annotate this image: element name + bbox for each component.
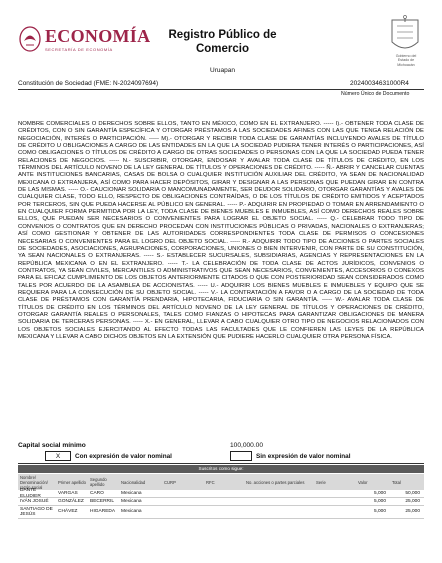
capital-divider — [18, 463, 424, 464]
col-header-curp: CURP — [164, 479, 176, 485]
document-title — [150, 28, 295, 56]
capital-label: Capital social mínimo — [18, 442, 86, 449]
col-header-name: Nombre/ Denominación/ razón social — [20, 474, 48, 490]
cell-nationality: Mexicana — [121, 490, 142, 496]
cell-total: 50,000 — [405, 490, 420, 496]
seal-caption-line-2: Estado de — [397, 58, 415, 63]
cell-first-surname: VARGAS — [58, 490, 78, 496]
cell-value: 5,000 — [373, 490, 386, 496]
seal-caption — [381, 54, 431, 67]
document-header — [0, 0, 442, 80]
cell-nationality: Mexicana — [121, 498, 142, 504]
seal-caption-line-1: Gobierno del — [395, 54, 417, 58]
cell-first-surname: GONZÁLEZ — [58, 498, 84, 504]
without-nominal-option — [230, 451, 350, 461]
title-line-2: Comercio — [195, 43, 250, 55]
cell-first-surname: CHÁVEZ — [58, 509, 78, 515]
shareholders-title: Suscritos como sigue: — [18, 465, 424, 473]
document-folio: 20240034631000R4 — [350, 80, 409, 87]
col-header-total: Total — [392, 479, 401, 485]
cell-total: 25,000 — [405, 509, 420, 515]
corporate-purpose-text: NOMBRE COMERCIALES O DERECHOS SOBRE ELLOS, TANTO EN MÉXICO, COMO EN EL EXTRANJERO. ----- I).- OBTENER TODA CLASE DE CRÉDITOS, CON O SIN GARANTÍA ESPECÍFICA Y OTORGAR PRÉSTAMOS A LAS SOCIEDADES AFINES CON LAS QUE TENGA RELACIÓN DE NEGOCIACIÓN, INTERÉS O PARTICIPACIÓN. ----- M).- OTORGAR Y RECIBIR TODA CLASE DE GARANTÍAS INCLUYENDO AVALES DE TÍTULO DE CRÉDITO U OBLIGACIONES A CARGO DE LAS ENTIDADES EN LA QUE LA SOCIEDAD PUDIERA TENER INTERÉS O PARTICIPACIONES, ASÍ COMO OBLIGACIONES O TÍTULOS DE CRÉDITO A CARGO DE OTRAS SOCIEDADES O PERSONAS CON LA QUE LA SOCIEDAD PUEDA TENER RELACIONES DE NEGOCIOS. ----- N.- SUSCRIBIR, OTORGAR, ENDOSAR Y AVALAR TODA CLASE DE TÍTULOS DE CRÉDITO, EN LOS TÉRMINOS DEL ARTÍCULO NOVENO DE LA LEY GENERAL DE TÍTULOS Y OPERACIONES DE CRÉDITO. ----- Ñ.- ABRIR Y CANCELAR CUENTAS ANTE INSTITUCIONES BANCARIAS, CASAS DE BOLSA O CUALQUIER INSTITUCIÓN AUXILIAR DEL CRÉDITO, YA SEAN DE NACIONALIDAD MEXICANA O EXTRANJERA, ASÍ COMO PARA HACER DEPÓSITOS, GIRAR Y DESIGNAR A LAS PERSONAS QUE PUEDAN GIRAR EN CONTRA DE LAS MISMAS. ----- O.- CAUCIONAR SOLIDARIA O MANCOMUNADAMENTE, SER DEUDOR SOLIDARIO, OTORGAR GARANTÍAS Y AVALES DE CUALQUIER CLASE, TODO ELLO, RESPECTO DE OBLIGACIONES CONTRAÍDAS, O DE LOS TÍTULOS DE CRÉDITO EMITIDOS Y ACEPTADOS POR TERCEROS, SIN QUE PUEDA HACERSE AL PÚBLICO EN GENERAL. ----- P.- ADQUIRIR EN PROPIEDAD O TOMAR EN ARRENDAMIENTO O EN CUALQUIER FORMA PERMITIDA POR LA LEY, TODA CLASE DE BIENES MUEBLES E INMUEBLES, ASÍ COMO DERECHOS REALES SOBRE ELLOS, QUE PUEDAN SER NECESARIOS O CONVENIENTES PARA LOGRAR EL OBJETO SOCIAL. ----- Q.- CELEBRAR TODO TIPO DE CONVENIOS O CONTRATOS QUE EN DERECHO PROCEDAN CON INSTITUCIONES PÚBLICAS O PRIVADAS, NACIONALES O EXTRANJERAS; ASÍ COMO GESTIONAR Y OBTENER DE LAS AUTORIDADES CORRESPONDIENTES TODA CLASE DE PERMISOS O CONCESIONES NECESARIAS O CONVENIENTES PARA EL LOGRO DEL OBJETO SOCIAL. ----- R.- ADQUIRIR TODO TIPO DE ACCIONES O PARTES SOCIALES DE SOCIEDADES, ASOCIACIONES, AGRUPACIONES, CORPORACIONES, UNIONES O BIEN INTERVENIR, CON PARTE DE SU CONSTITUCIÓN, YA SEAN NACIONALES O EXTRANJERAS. ----- S.- ESTABLECER SUCURSALES, SUBSIDIARIAS, AGENCIAS Y REPRESENTACIONES EN LA REPÚBLICA MEXICANA O EN EL EXTRANJERO. ----- T.- LA CELEBRACIÓN DE TODA CLASE DE ACTOS JURÍDICOS, CONVENIOS O CONTRATOS, YA SEAN CIVILES, MERCANTILES O ADMINISTRATIVOS QUE SEAN NECESARIOS, CONVENIENTES, ACCESORIOS O CONEXOS PARA EL EFICAZ CUMPLIMIENTO DE LOS OBJETOS ANTERIORMENTE CITADOS O QUE CON POSTERIORIDAD SEAN CONSIDERADOS COMO TALES POR ACUERDO DE LA ASAMBLEA DE ACCIONISTAS. ----- U.- ADQUIRIR LOS BIENES MUEBLES E INMUEBLES Y EQUIPO QUE SE REQUIERA PARA LA CONSECUCIÓN DE SU OBJETO SOCIAL. ----- V.- LA CONTRATACIÓN A FAVOR O A CARGO DE LA SOCIEDAD DE TODA CLASE DE PRÉSTAMOS CON GARANTÍA PRENDARIA, HIPOTECARIA, FIDUCIARIA O SIN GARANTÍA. ----- W.- AVALAR TODA CLASE DE TÍTULOS DE CRÉDITO EN LOS TÉRMINOS DEL ARTÍCULO NOVENO DE LA LEY GENERAL DE TÍTULOS Y OPERACIONES DE CRÉDITO, OTORGAR GARANTÍA REALES O PERSONALES, TALES COMO FIANZAS O HIPOTECAS PARA GARANTIZAR OBLIGACIONES DE MANERA SOLIDARIA DE TERCERAS PERSONAS. ----- X.- EN GENERAL, LLEVAR A CABO CUALQUIER OTRO TIPO DE NEGOCIOS RELACIONADOS CON LOS OBJETOS SOCIALES EJERCITANDO AL EFECTO TODAS LAS FACULTADES QUE LE CONFIEREN LAS LEYES DE LA REPÚBLICA MEXICANA Y LLEVAR A CABO DICHOS OBJETOS EN LA EXTENSIÓN QUE PUDIERE HACERLO CUALQUIER OTRA PERSONA FÍSICA. — [18, 121, 424, 340]
with-nominal-checkbox: X — [45, 451, 71, 461]
col-header-nationality: Nacionalidad — [121, 479, 146, 485]
cell-second-surname: CARO — [90, 490, 104, 496]
col-header-shares: No. acciones o partes parciales — [246, 479, 305, 485]
city-name: Uruapan — [210, 67, 235, 74]
table-row — [18, 490, 424, 498]
table-row — [18, 498, 424, 506]
capital-value: 100,000.00 — [230, 442, 264, 449]
seal-caption-line-3: Michoacán — [397, 62, 415, 67]
col-header-rfc: RFC — [206, 479, 215, 485]
without-nominal-label: Sin expresión de valor nominal — [256, 452, 351, 460]
cell-value: 5,000 — [373, 509, 386, 515]
col-header-first-surname: Primer apellido — [58, 479, 86, 485]
cell-second-surname: BECERRIL — [90, 498, 114, 504]
cell-second-surname: HIGAREDA — [90, 509, 116, 515]
col-header-series: Serie — [316, 479, 326, 485]
table-header — [18, 474, 424, 490]
table-row — [18, 506, 424, 519]
cell-value: 5,000 — [373, 498, 386, 504]
title-line-1: Registro Público de — [168, 29, 277, 41]
without-nominal-checkbox — [230, 451, 252, 461]
brand-name: ECONOMÍA — [45, 25, 151, 46]
brand-subtitle: SECRETARÍA DE ECONOMÍA — [45, 46, 113, 52]
cell-name: DANTE ELUDIER — [20, 488, 41, 499]
cell-name: SANTIAGO DE JESÚS — [20, 506, 53, 517]
cell-total: 25,000 — [405, 498, 420, 504]
col-header-second-surname: Segundo apellido — [90, 477, 107, 487]
col-header-value: Valor — [358, 479, 368, 485]
economia-logo — [18, 26, 150, 52]
with-nominal-option — [45, 451, 172, 461]
with-nominal-label: Con expresión de valor nominal — [75, 452, 172, 460]
cell-nationality: Mexicana — [121, 509, 142, 515]
nui-label: Número Único de Documento — [341, 91, 410, 97]
header-divider — [18, 89, 424, 90]
shareholders-table — [18, 465, 424, 519]
constitution-label: Constitución de Sociedad (FME: N-2024097694) — [18, 80, 159, 87]
cell-name: IVÁN JOSUÉ — [20, 498, 49, 504]
eagle-emblem-icon — [18, 26, 42, 52]
